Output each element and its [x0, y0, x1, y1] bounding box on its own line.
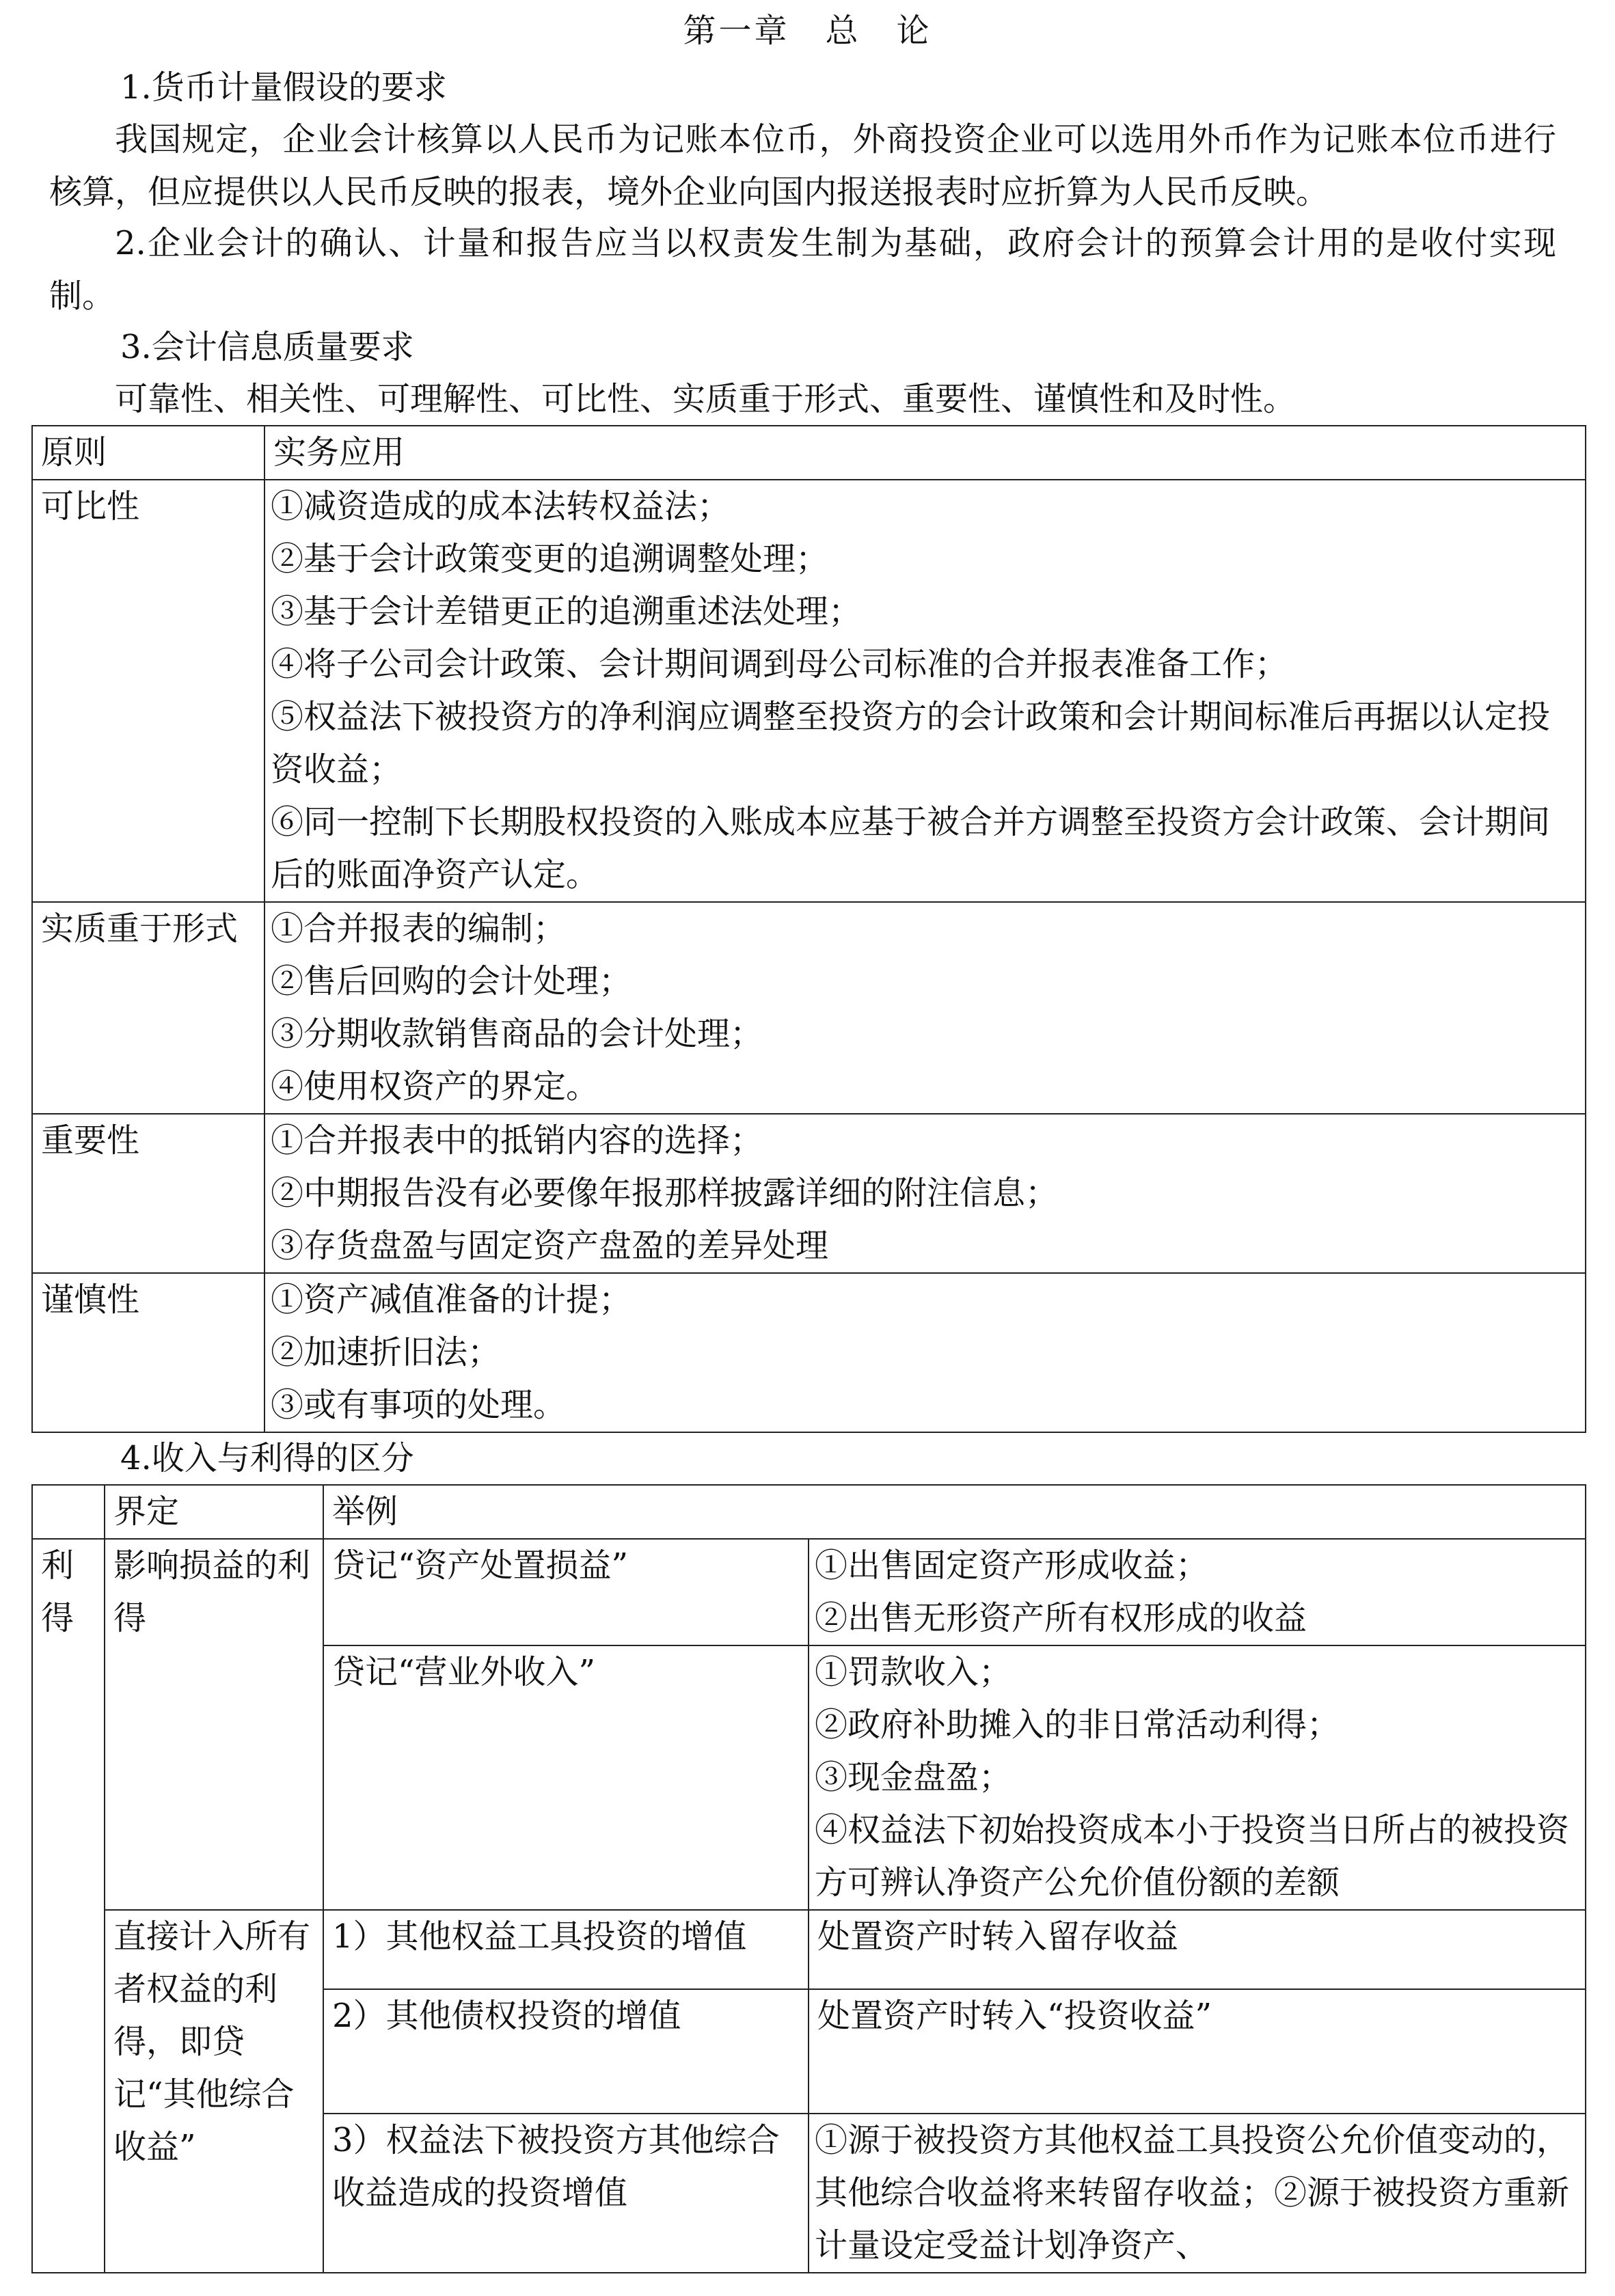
section-3-heading: 3.会计信息质量要求	[120, 328, 414, 366]
item-description: 3）权益法下被投资方其他综合收益造成的投资增值	[323, 2114, 809, 2273]
example-list	[809, 1645, 1586, 1910]
table-row	[32, 902, 1586, 1114]
list-item: ①减资造成的成本法转权益法；	[271, 487, 731, 525]
list-item: ②政府补助摊入的非日常活动利得；	[815, 1706, 1340, 1744]
application-list	[264, 480, 1586, 902]
table-row	[32, 1910, 1586, 1989]
list-item: ②加速折旧法；	[271, 1333, 501, 1371]
table-header-row	[32, 1485, 1586, 1539]
principle-name: 谨慎性	[32, 1273, 264, 1432]
principle-name: 可比性	[32, 480, 264, 902]
list-item: ①资产减值准备的计提；	[271, 1281, 632, 1319]
category-label: 直接计入所有者权益的利得，即贷记“其他综合收益”	[105, 1910, 323, 2273]
list-item: ①合并报表中的抵销内容的选择；	[271, 1121, 763, 1160]
list-item: ⑤权益法下被投资方的净利润应调整至投资方的会计政策和会计期间标准后再据以认定投资收益；	[271, 698, 1551, 789]
header-principle: 原则	[32, 426, 264, 480]
treatment-text: 处置资产时转入留存收益	[809, 1910, 1586, 1989]
table-row	[32, 1114, 1586, 1273]
list-item: ②售后回购的会计处理；	[271, 962, 632, 1000]
header-examples: 举例	[323, 1485, 1586, 1539]
list-item: ③基于会计差错更正的追溯重述法处理；	[271, 592, 862, 631]
list-item: ④使用权资产的界定。	[271, 1067, 599, 1106]
account-name: 贷记“营业外收入”	[323, 1645, 809, 1910]
chapter-title: 第一章 总 论	[683, 12, 932, 50]
list-item: ③分期收款销售商品的会计处理；	[271, 1015, 763, 1053]
list-item: ③或有事项的处理。	[271, 1386, 567, 1424]
principle-name: 重要性	[32, 1114, 264, 1273]
list-item: ①出售固定资产形成收益；	[815, 1546, 1209, 1585]
application-list	[264, 1114, 1586, 1273]
list-item: ②出售无形资产所有权形成的收益	[815, 1599, 1307, 1637]
treatment-text: ①源于被投资方其他权益工具投资公允价值变动的，其他综合收益将来转留存收益；②源于被投资方重新计量设定受益计划净资产、	[809, 2114, 1586, 2273]
list-item: ③现金盘盈；	[815, 1758, 1012, 1796]
section-1-heading: 1.货币计量假设的要求	[120, 68, 447, 107]
principle-name: 实质重于形式	[32, 902, 264, 1114]
quality-principles-table	[31, 425, 1586, 1433]
category-label: 影响损益的利得	[105, 1539, 323, 1910]
header-empty	[32, 1485, 105, 1539]
item-description: 1）其他权益工具投资的增值	[323, 1910, 809, 1989]
table-row	[32, 480, 1586, 902]
section-2-body: 2.企业会计的确认、计量和报告应当以权责发生制为基础，政府会计的预算会计用的是收付实现制。	[49, 224, 1556, 315]
header-definition: 界定	[105, 1485, 323, 1539]
account-name: 贷记“资产处置损益”	[323, 1539, 809, 1645]
item-description: 2）其他债权投资的增值	[323, 1989, 809, 2114]
section-1-body: 我国规定，企业会计核算以人民币为记账本位币，外商投资企业可以选用外币作为记账本位币进行核算，但应提供以人民币反映的报表，境外企业向国内报送报表时应折算为人民币反映。	[49, 120, 1556, 211]
application-list	[264, 902, 1586, 1114]
table-row	[32, 1539, 1586, 1645]
list-item: ⑥同一控制下长期股权投资的入账成本应基于被合并方调整至投资方会计政策、会计期间后的账面净资产认定。	[271, 803, 1551, 894]
application-list	[264, 1273, 1586, 1432]
group-label-gains: 利得	[32, 1539, 105, 2273]
list-item: ③存货盘盈与固定资产盘盈的差异处理	[271, 1227, 829, 1265]
list-item: ②中期报告没有必要像年报那样披露详细的附注信息；	[271, 1174, 1059, 1212]
list-item: ①罚款收入；	[815, 1653, 1012, 1691]
table-row	[32, 1273, 1586, 1432]
table-header-row	[32, 426, 1586, 480]
list-item: ④权益法下初始投资成本小于投资当日所占的被投资方可辨认净资产公允价值份额的差额	[815, 1811, 1570, 1902]
section-3-body: 可靠性、相关性、可理解性、可比性、实质重于形式、重要性、谨慎性和及时性。	[115, 380, 1297, 418]
header-application: 实务应用	[264, 426, 1586, 480]
list-item: ②基于会计政策变更的追溯调整处理；	[271, 540, 829, 578]
treatment-text: 处置资产时转入“投资收益”	[809, 1989, 1586, 2114]
example-list	[809, 1539, 1586, 1645]
list-item: ①合并报表的编制；	[271, 910, 567, 948]
list-item: ④将子公司会计政策、会计期间调到母公司标准的合并报表准备工作；	[271, 645, 1288, 683]
revenue-gains-table	[31, 1484, 1586, 2273]
section-4-heading: 4.收入与利得的区分	[120, 1439, 414, 1477]
